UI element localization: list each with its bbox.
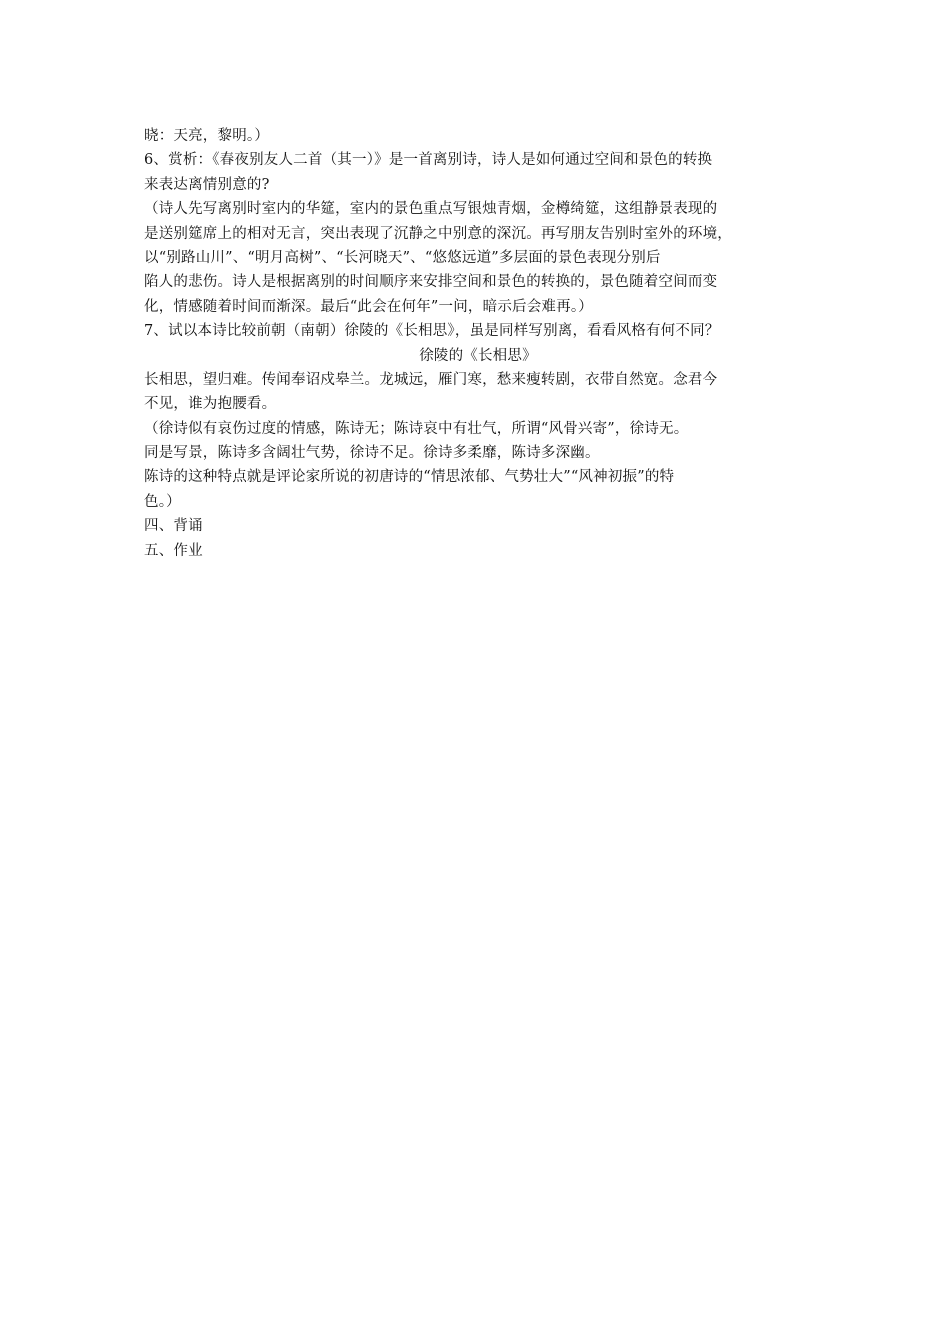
answer-line: 以“别路山川”、“明月高树”、“长河晓天”、“悠悠远道”多层面的景色表现分别后 — [144, 249, 661, 266]
answer-line: 色。） — [144, 493, 181, 510]
answer-line: （徐诗似有哀伤过度的情感，陈诗无；陈诗哀中有壮气，所谓“风骨兴寄”，徐诗无。 — [144, 420, 689, 437]
answer-line: 同是写景，陈诗多含阔壮气势，徐诗不足。徐诗多柔靡，陈诗多深幽。 — [144, 445, 600, 462]
question-6: 6、赏析：《春夜别友人二首（其一）》是一首离别诗，诗人是如何通过空间和景色的转换 — [144, 152, 713, 169]
answer-line: 陷人的悲伤。诗人是根据离别的时间顺序来安排空间和景色的转换的，景色随着空间而变 — [144, 274, 718, 291]
poem-line: 长相思，望归难。传闻奉诏戍皋兰。龙城远，雁门寒，愁来瘦转剧，衣带自然宽。念君今 — [144, 371, 718, 388]
answer-line: 是送别筵席上的相对无言，突出表现了沉静之中别意的深沉。再写朋友告别时室外的环境， — [144, 225, 732, 242]
section-heading-homework: 五、作业 — [144, 542, 203, 559]
answer-line: 陈诗的这种特点就是评论家所说的初唐诗的“情思浓郁、气势壮大”“风神初振”的特 — [144, 469, 675, 486]
text-line: 晓：天亮，黎明。） — [144, 128, 270, 144]
text-line: 来表达离情别意的? — [144, 176, 270, 193]
poem-line: 不见，谁为抱腰看。 — [144, 396, 277, 413]
answer-line: 化，情感随着时间而渐深。最后“此会在何年”一问，暗示后会难再。） — [144, 298, 593, 315]
poem-title: 徐陵的《长相思》 — [419, 347, 537, 364]
document-body — [144, 124, 812, 563]
answer-line: （诗人先写离别时室内的华筵，室内的景色重点写银烛青烟，金樽绮筵，这组静景表现的 — [144, 201, 718, 218]
section-heading-recite: 四、背诵 — [144, 518, 203, 535]
question-7: 7、试以本诗比较前朝（南朝）徐陵的《长相思》，虽是同样写别离，看看风格有何不同？ — [144, 323, 720, 340]
